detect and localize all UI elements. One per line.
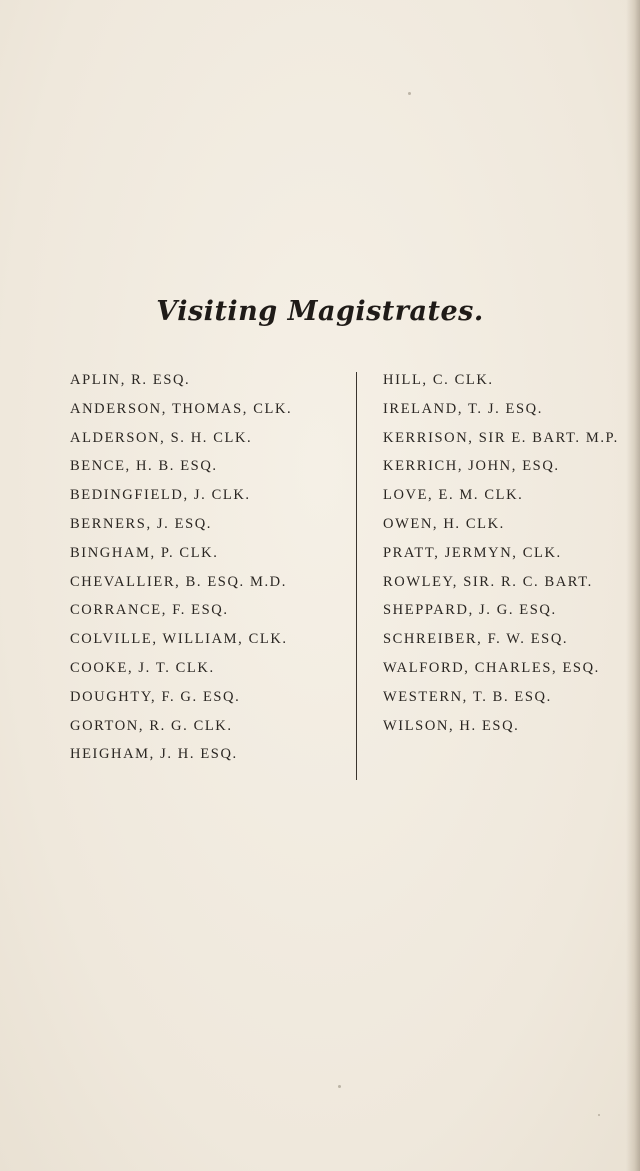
- list-item: ROWLEY, SIR. R. C. BART.: [383, 573, 593, 590]
- list-item: BINGHAM, P. CLK.: [70, 544, 219, 561]
- list-item: CHEVALLIER, B. ESQ. M.D.: [70, 573, 287, 590]
- list-item: HEIGHAM, J. H. ESQ.: [70, 746, 238, 763]
- paper-spot: [338, 1085, 341, 1088]
- list-item: APLIN, R. ESQ.: [70, 372, 191, 388]
- list-item: KERRICH, JOHN, ESQ.: [383, 458, 560, 475]
- list-item: ANDERSON, THOMAS, CLK.: [70, 400, 293, 417]
- list-item: WILSON, H. ESQ.: [383, 717, 520, 734]
- list-item: OWEN, H. CLK.: [383, 515, 505, 532]
- paper-spot: [408, 92, 411, 95]
- list-item: COOKE, J. T. CLK.: [70, 659, 215, 676]
- column-divider: [356, 372, 357, 780]
- list-item: LOVE, E. M. CLK.: [383, 487, 524, 504]
- list-item: DOUGHTY, F. G. ESQ.: [70, 688, 241, 705]
- list-item: BEDINGFIELD, J. CLK.: [70, 487, 251, 504]
- list-item: BERNERS, J. ESQ.: [70, 515, 213, 532]
- list-item: SCHREIBER, F. W. ESQ.: [383, 631, 569, 648]
- list-item: PRATT, JERMYN, CLK.: [383, 544, 562, 561]
- right-column: [383, 366, 633, 740]
- list-item: KERRISON, SIR E. BART. M.P.: [383, 429, 619, 446]
- list-item: SHEPPARD, J. G. ESQ.: [383, 602, 557, 619]
- list-item: WALFORD, CHARLES, ESQ.: [383, 659, 600, 676]
- list-item: IRELAND, T. J. ESQ.: [383, 400, 543, 417]
- list-item: COLVILLE, WILLIAM, CLK.: [70, 631, 288, 648]
- list-item: HILL, C. CLK.: [383, 372, 494, 388]
- paper-spot: [598, 1114, 600, 1116]
- list-item: WESTERN, T. B. ESQ.: [383, 688, 552, 705]
- list-item: GORTON, R. G. CLK.: [70, 717, 233, 734]
- list-item: CORRANCE, F. ESQ.: [70, 602, 229, 619]
- list-item: BENCE, H. B. ESQ.: [70, 458, 218, 475]
- list-item: ALDERSON, S. H. CLK.: [70, 429, 253, 446]
- page-title: Visiting Magistrates.: [156, 296, 484, 327]
- left-column: [70, 366, 350, 769]
